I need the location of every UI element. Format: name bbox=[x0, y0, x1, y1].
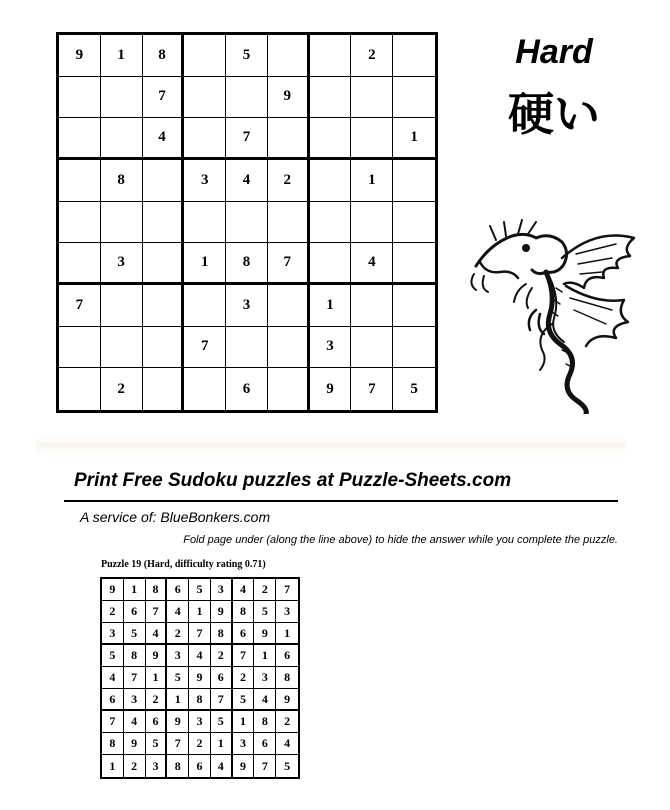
puzzle-cell bbox=[393, 285, 435, 327]
answer-cell: 7 bbox=[233, 645, 255, 667]
answer-cell: 8 bbox=[146, 579, 168, 601]
puzzle-cell bbox=[143, 160, 185, 202]
puzzle-cell bbox=[268, 35, 310, 77]
answer-cell: 9 bbox=[102, 579, 124, 601]
difficulty-label: Hard bbox=[515, 33, 593, 71]
answer-cell: 7 bbox=[124, 667, 146, 689]
puzzle-cell bbox=[184, 118, 226, 160]
answer-cell: 2 bbox=[211, 645, 233, 667]
puzzle-cell bbox=[143, 327, 185, 369]
puzzle-cell bbox=[393, 202, 435, 244]
puzzle-cell: 5 bbox=[226, 35, 268, 77]
answer-cell: 7 bbox=[146, 601, 168, 623]
puzzle-cell: 4 bbox=[351, 243, 393, 285]
puzzle-cell bbox=[310, 35, 352, 77]
puzzle-cell: 2 bbox=[351, 35, 393, 77]
answer-cell: 9 bbox=[124, 733, 146, 755]
answer-cell: 5 bbox=[124, 623, 146, 645]
puzzle-cell bbox=[393, 35, 435, 77]
sudoku-puzzle-grid bbox=[56, 32, 438, 413]
answer-cell: 6 bbox=[276, 645, 298, 667]
puzzle-cell bbox=[101, 202, 143, 244]
puzzle-cell bbox=[59, 77, 101, 119]
dragon-illustration bbox=[466, 214, 646, 414]
puzzle-cell bbox=[143, 243, 185, 285]
answer-cell: 6 bbox=[167, 579, 189, 601]
puzzle-cell bbox=[351, 118, 393, 160]
answer-cell: 8 bbox=[167, 755, 189, 777]
fold-line bbox=[64, 500, 618, 502]
puzzle-cell: 1 bbox=[351, 160, 393, 202]
answer-cell: 3 bbox=[146, 755, 168, 777]
puzzle-cell bbox=[226, 327, 268, 369]
answer-cell: 1 bbox=[211, 733, 233, 755]
puzzle-cell bbox=[351, 202, 393, 244]
puzzle-cell bbox=[351, 77, 393, 119]
puzzle-cell bbox=[393, 243, 435, 285]
puzzle-cell bbox=[393, 327, 435, 369]
answer-cell: 3 bbox=[102, 623, 124, 645]
site-title: Print Free Sudoku puzzles at Puzzle-Sheets.com bbox=[74, 470, 512, 491]
puzzle-cell bbox=[101, 77, 143, 119]
answer-cell: 3 bbox=[254, 667, 276, 689]
answer-cell: 4 bbox=[189, 645, 211, 667]
answer-cell: 3 bbox=[276, 601, 298, 623]
answer-cell: 4 bbox=[254, 689, 276, 711]
puzzle-cell bbox=[393, 77, 435, 119]
answer-cell: 4 bbox=[211, 755, 233, 777]
answer-cell: 4 bbox=[146, 623, 168, 645]
puzzle-cell: 7 bbox=[226, 118, 268, 160]
answer-cell: 5 bbox=[254, 601, 276, 623]
puzzle-cell bbox=[59, 243, 101, 285]
answer-cell: 1 bbox=[189, 601, 211, 623]
puzzle-cell bbox=[226, 202, 268, 244]
puzzle-cell bbox=[101, 327, 143, 369]
puzzle-cell bbox=[351, 327, 393, 369]
puzzle-cell: 8 bbox=[143, 35, 185, 77]
answer-cell: 4 bbox=[102, 667, 124, 689]
answer-cell: 5 bbox=[211, 711, 233, 733]
answer-cell: 9 bbox=[167, 711, 189, 733]
puzzle-cell bbox=[310, 77, 352, 119]
answer-cell: 2 bbox=[233, 667, 255, 689]
answer-cell: 7 bbox=[189, 623, 211, 645]
puzzle-cell: 8 bbox=[226, 243, 268, 285]
puzzle-cell bbox=[59, 118, 101, 160]
puzzle-cell: 9 bbox=[59, 35, 101, 77]
puzzle-cell: 4 bbox=[143, 118, 185, 160]
puzzle-cell: 7 bbox=[351, 368, 393, 410]
answer-cell: 1 bbox=[124, 579, 146, 601]
answer-cell: 1 bbox=[276, 623, 298, 645]
puzzle-cell: 2 bbox=[101, 368, 143, 410]
puzzle-cell bbox=[59, 202, 101, 244]
puzzle-cell bbox=[310, 118, 352, 160]
answer-cell: 5 bbox=[189, 579, 211, 601]
puzzle-cell: 1 bbox=[393, 118, 435, 160]
answer-cell: 6 bbox=[102, 689, 124, 711]
puzzle-cell bbox=[184, 285, 226, 327]
puzzle-cell bbox=[143, 202, 185, 244]
answer-cell: 9 bbox=[233, 755, 255, 777]
answer-cell: 7 bbox=[167, 733, 189, 755]
answer-cell: 3 bbox=[124, 689, 146, 711]
puzzle-cell bbox=[393, 160, 435, 202]
answer-cell: 6 bbox=[233, 623, 255, 645]
sudoku-answer-grid bbox=[100, 577, 300, 779]
puzzle-cell bbox=[268, 118, 310, 160]
answer-cell: 8 bbox=[276, 667, 298, 689]
puzzle-cell: 7 bbox=[143, 77, 185, 119]
fold-note: Fold page under (along the line above) to hide the answer while you complete the puzzle. bbox=[183, 534, 618, 546]
answer-cell: 3 bbox=[211, 579, 233, 601]
answer-cell: 2 bbox=[124, 755, 146, 777]
answer-cell: 2 bbox=[102, 601, 124, 623]
answer-cell: 4 bbox=[124, 711, 146, 733]
puzzle-cell bbox=[310, 243, 352, 285]
answer-cell: 6 bbox=[146, 711, 168, 733]
puzzle-cell bbox=[268, 368, 310, 410]
answer-cell: 2 bbox=[167, 623, 189, 645]
answer-cell: 7 bbox=[276, 579, 298, 601]
answer-cell: 3 bbox=[233, 733, 255, 755]
answer-cell: 3 bbox=[189, 711, 211, 733]
answer-cell: 5 bbox=[167, 667, 189, 689]
puzzle-cell: 7 bbox=[268, 243, 310, 285]
answer-cell: 6 bbox=[211, 667, 233, 689]
answer-cell: 2 bbox=[146, 689, 168, 711]
puzzle-cell: 3 bbox=[310, 327, 352, 369]
answer-cell: 5 bbox=[233, 689, 255, 711]
puzzle-cell: 1 bbox=[101, 35, 143, 77]
service-line: A service of: BlueBonkers.com bbox=[80, 509, 271, 525]
puzzle-cell: 5 bbox=[410, 380, 418, 397]
puzzle-cell: 1 bbox=[310, 285, 352, 327]
puzzle-cell: 2 bbox=[268, 160, 310, 202]
answer-cell: 8 bbox=[254, 711, 276, 733]
answer-cell: 9 bbox=[146, 645, 168, 667]
answer-cell: 6 bbox=[189, 755, 211, 777]
puzzle-cell: 9 bbox=[268, 77, 310, 119]
puzzle-cell: 3 bbox=[101, 243, 143, 285]
puzzle-cell: 8 bbox=[101, 160, 143, 202]
answer-cell: 5 bbox=[102, 645, 124, 667]
answer-cell: 4 bbox=[276, 733, 298, 755]
puzzle-cell bbox=[101, 285, 143, 327]
puzzle-cell: 3 bbox=[226, 285, 268, 327]
puzzle-cell: 7 bbox=[59, 285, 101, 327]
kanji-label: 硬い bbox=[508, 87, 600, 141]
answer-cell: 9 bbox=[276, 689, 298, 711]
puzzle-cell bbox=[268, 285, 310, 327]
puzzle-cell bbox=[268, 202, 310, 244]
answer-cell: 7 bbox=[211, 689, 233, 711]
puzzle-cell bbox=[101, 118, 143, 160]
answer-cell: 7 bbox=[254, 755, 276, 777]
answer-cell: 6 bbox=[124, 601, 146, 623]
answer-cell: 2 bbox=[189, 733, 211, 755]
puzzle-cell bbox=[143, 285, 185, 327]
answer-cell: 4 bbox=[167, 601, 189, 623]
fold-strip bbox=[36, 436, 626, 454]
puzzle-cell bbox=[310, 160, 352, 202]
puzzle-cell: 1 bbox=[184, 243, 226, 285]
answer-cell: 9 bbox=[211, 601, 233, 623]
answer-cell: 8 bbox=[189, 689, 211, 711]
answer-cell: 1 bbox=[254, 645, 276, 667]
answer-cell: 2 bbox=[276, 711, 298, 733]
puzzle-cell bbox=[59, 327, 101, 369]
puzzle-cell bbox=[184, 35, 226, 77]
answer-cell: 1 bbox=[102, 755, 124, 777]
answer-caption: Puzzle 19 (Hard, difficulty rating 0.71) bbox=[101, 559, 266, 570]
answer-cell: 4 bbox=[233, 579, 255, 601]
answer-cell: 7 bbox=[102, 711, 124, 733]
answer-cell: 9 bbox=[254, 623, 276, 645]
puzzle-cell bbox=[184, 77, 226, 119]
answer-cell: 8 bbox=[233, 601, 255, 623]
puzzle-cell bbox=[310, 202, 352, 244]
answer-cell: 1 bbox=[233, 711, 255, 733]
answer-cell: 2 bbox=[254, 579, 276, 601]
puzzle-cell bbox=[59, 368, 101, 410]
puzzle-cell bbox=[59, 160, 101, 202]
puzzle-cell: 3 bbox=[184, 160, 226, 202]
puzzle-cell bbox=[226, 77, 268, 119]
answer-cell: 1 bbox=[146, 667, 168, 689]
answer-cell: 5 bbox=[146, 733, 168, 755]
puzzle-cell: 4 bbox=[226, 160, 268, 202]
puzzle-cell bbox=[143, 368, 185, 410]
answer-cell: 9 bbox=[189, 667, 211, 689]
puzzle-cell: 9 bbox=[310, 368, 352, 410]
answer-cell: 6 bbox=[254, 733, 276, 755]
puzzle-cell: 7 bbox=[184, 327, 226, 369]
puzzle-cell bbox=[184, 368, 226, 410]
answer-cell: 8 bbox=[211, 623, 233, 645]
puzzle-cell: 6 bbox=[226, 368, 268, 410]
answer-cell: 8 bbox=[102, 733, 124, 755]
answer-cell: 8 bbox=[124, 645, 146, 667]
answer-cell: 5 bbox=[284, 758, 291, 773]
puzzle-cell bbox=[184, 202, 226, 244]
answer-cell: 1 bbox=[167, 689, 189, 711]
answer-cell: 3 bbox=[167, 645, 189, 667]
puzzle-cell bbox=[351, 285, 393, 327]
puzzle-cell bbox=[268, 327, 310, 369]
